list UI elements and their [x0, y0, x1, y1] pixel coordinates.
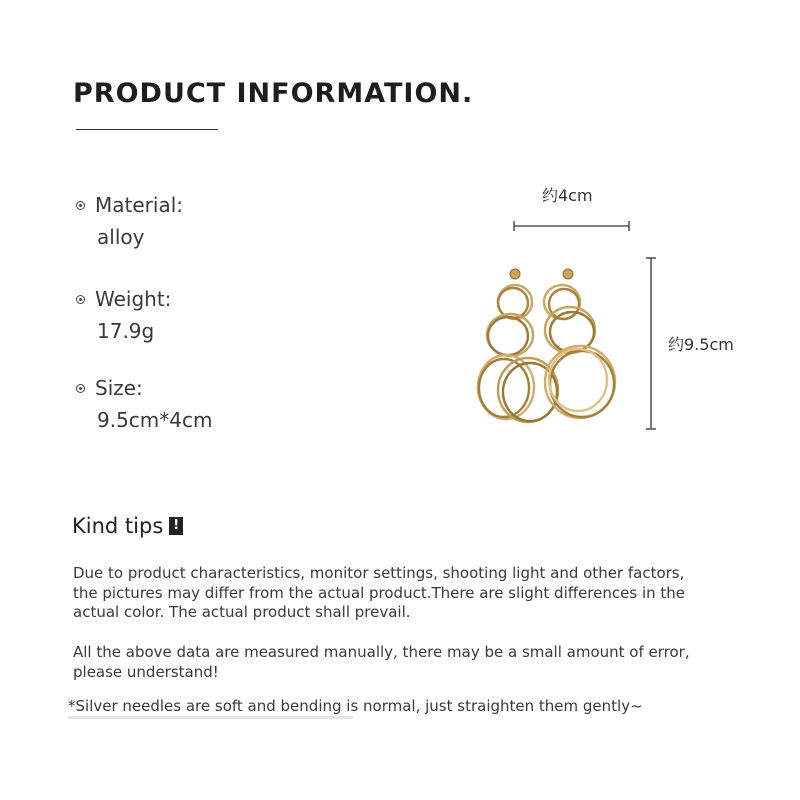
bullet-icon: [76, 384, 85, 393]
height-dimension-line: [646, 258, 656, 429]
earrings-image: [478, 269, 615, 422]
height-dimension-label: 约9.5cm: [668, 335, 734, 354]
bullet-icon: [76, 295, 85, 304]
kind-tips-title: Kind tips: [72, 514, 164, 538]
width-dimension-line: [514, 221, 629, 231]
spec-label: Weight:: [95, 287, 172, 311]
spec-value: alloy: [97, 225, 145, 249]
page-title: PRODUCT INFORMATION.: [73, 78, 474, 109]
spec-size: [76, 376, 213, 432]
bullet-icon: [76, 201, 85, 210]
spec-value: 17.9g: [97, 319, 155, 343]
tips-paragraph-1: Due to product characteristics, monitor settings, shooting light and other factors, the pictures may differ from the actual product.There are slight differences in the actual color. The actual product shall prevail.: [73, 564, 685, 621]
note-highlight: [68, 716, 353, 719]
spec-label: Size:: [95, 376, 143, 400]
spec-label: Material:: [95, 193, 183, 217]
product-photo: [470, 170, 770, 450]
tips-paragraph-2: All the above data are measured manually, there may be a small amount of error, please understand!: [73, 643, 690, 681]
exclamation-icon: !: [169, 517, 183, 535]
width-dimension-label: 约4cm: [542, 186, 593, 205]
title-divider: [76, 129, 218, 130]
tips-note: *Silver needles are soft and bending is normal, just straighten them gently~: [68, 697, 643, 715]
spec-value: 9.5cm*4cm: [97, 408, 213, 432]
spec-weight: [76, 287, 171, 343]
kind-tips-heading: [72, 514, 183, 538]
spec-material: [76, 193, 183, 249]
